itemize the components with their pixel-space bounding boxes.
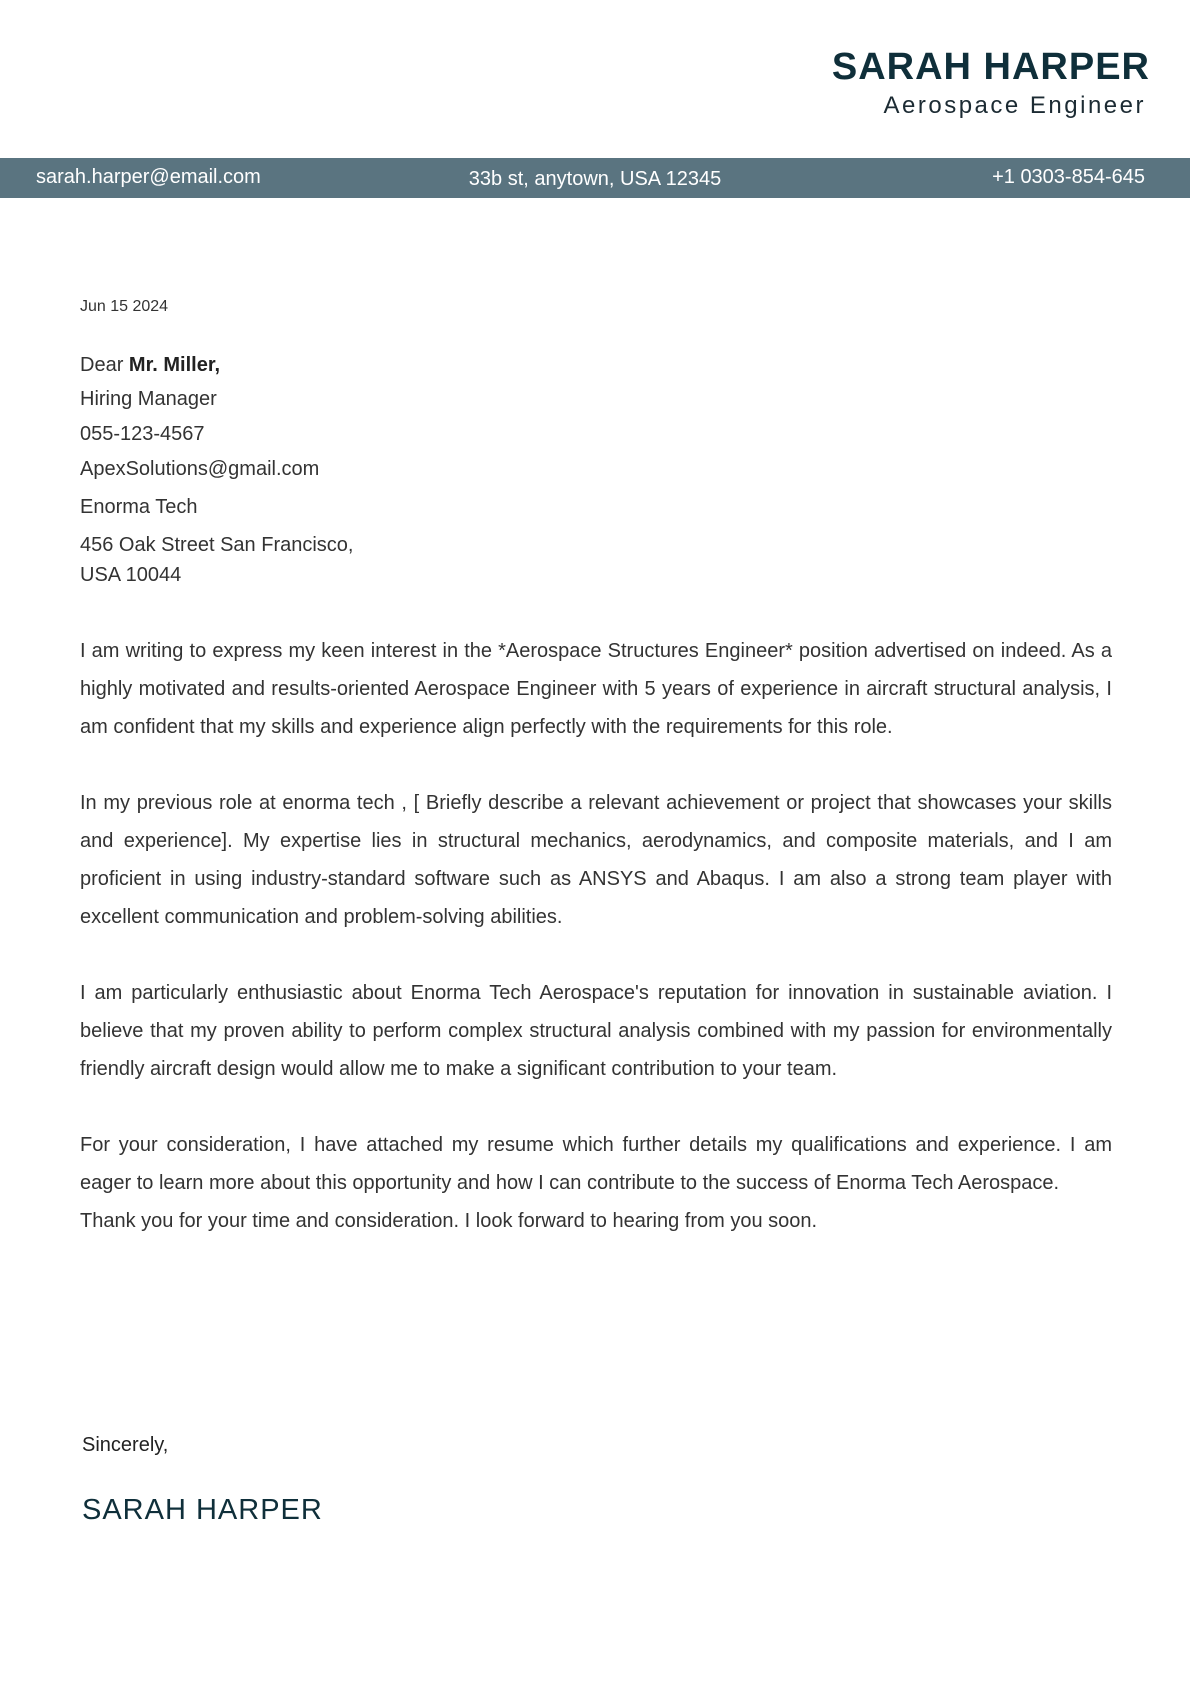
- recipient-name: Mr. Miller,: [128, 354, 221, 376]
- contact-bar: [0, 158, 1190, 198]
- recipient-block: [80, 354, 353, 594]
- recipient-phone: 055-123-4567: [80, 423, 205, 445]
- header-title: Aerospace Engineer: [883, 92, 1146, 119]
- recipient-company: Enorma Tech: [80, 496, 198, 518]
- contact-email: sarah.harper@email.com: [36, 166, 261, 188]
- letter-date: Jun 15 2024: [80, 298, 169, 315]
- salutation-line: [80, 354, 353, 388]
- valediction: Sincerely,: [82, 1434, 169, 1456]
- letter-body: [80, 632, 1112, 1240]
- body-paragraph-3: I am particularly enthusiastic about Enorma Tech Aerospace's reputation for innovation in sustainable aviation. I believe that my proven ability to perform complex structural analysis combined with my passion for environmentally friendly aircraft design would allow me to make a significant contribution to your team.: [80, 982, 1112, 1080]
- recipient-email: ApexSolutions@gmail.com: [80, 458, 320, 480]
- contact-address: 33b st, anytown, USA 12345: [468, 168, 722, 190]
- body-paragraph-2: In my previous role at enorma tech , [ Briefly describe a relevant achievement or project that showcases your skills and experience]. My expertise lies in structural mechanics, aerodynamics, and composite materials, and I am proficient in using industry-standard software such as ANSYS and Abaqus. I am also a strong team player with excellent communication and problem-solving abilities.: [80, 792, 1112, 928]
- recipient-role: Hiring Manager: [80, 388, 217, 410]
- header-name: SARAH HARPER: [831, 46, 1150, 88]
- body-paragraph-5: Thank you for your time and consideration. I look forward to hearing from you soon.: [80, 1210, 818, 1232]
- signature-name: SARAH HARPER: [82, 1494, 323, 1526]
- body-paragraph-4: For your consideration, I have attached my resume which further details my qualifications and experience. I am eager to learn more about this opportunity and how I can contribute to the success of Enorma Tech Aerospace.: [80, 1134, 1112, 1194]
- contact-phone: +1 0303-854-645: [992, 166, 1145, 188]
- recipient-address-line1: 456 Oak Street San Francisco,: [80, 534, 354, 556]
- body-paragraph-1: I am writing to express my keen interest in the *Aerospace Structures Engineer* position advertised on indeed. As a highly motivated and results-oriented Aerospace Engineer with 5 years of experience in aircraft structural analysis, I am confident that my skills and experience align perfectly with the requirements for this role.: [80, 640, 1112, 738]
- recipient-address-line2: USA 10044: [80, 564, 182, 586]
- salutation: Dear: [80, 354, 124, 376]
